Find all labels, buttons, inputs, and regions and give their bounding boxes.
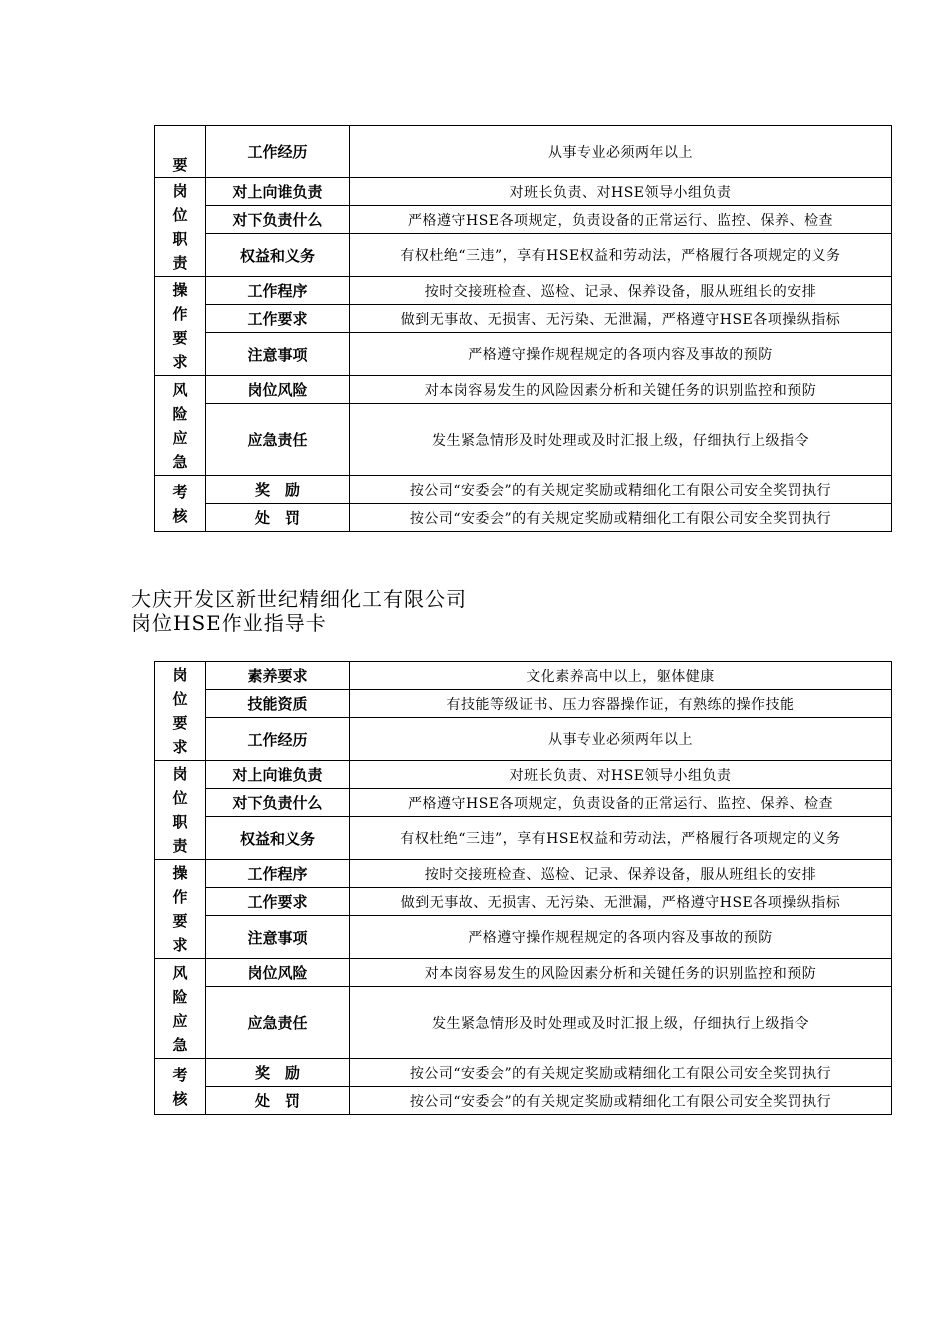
category-text: 岗位职责 — [172, 765, 188, 855]
table-row — [155, 404, 892, 476]
row-content: 严格遵守操作规程规定的各项内容及事故的预防 — [350, 333, 892, 376]
row-label: 对上向谁负责 — [206, 761, 350, 789]
category-text: 岗位职责 — [172, 182, 188, 272]
table-row — [155, 860, 892, 888]
table-row — [155, 888, 892, 916]
row-label: 岗位风险 — [206, 959, 350, 987]
table-row — [155, 761, 892, 789]
table-row — [155, 987, 892, 1059]
table-row — [155, 234, 892, 277]
table-row — [155, 1059, 892, 1087]
row-content: 有权杜绝“三违”，享有HSE权益和劳动法，严格履行各项规定的义务 — [350, 234, 892, 277]
category-text: 考核 — [172, 482, 188, 525]
table-row — [155, 126, 892, 178]
row-content: 文化素养高中以上，躯体健康 — [350, 662, 892, 690]
row-content: 对班长负责、对HSE领导小组负责 — [350, 761, 892, 789]
row-content: 严格遵守HSE各项规定，负责设备的正常运行、监控、保养、检查 — [350, 789, 892, 817]
row-label: 奖 励 — [206, 476, 350, 504]
category-cell: 要 — [155, 126, 206, 178]
row-content: 严格遵守HSE各项规定，负责设备的正常运行、监控、保养、检查 — [350, 206, 892, 234]
row-content: 对本岗容易发生的风险因素分析和关键任务的识别监控和预防 — [350, 376, 892, 404]
row-content: 有权杜绝“三违”，享有HSE权益和劳动法，严格履行各项规定的义务 — [350, 817, 892, 860]
category-cell — [155, 376, 206, 476]
category-text: 岗位要求 — [172, 666, 188, 756]
category-cell — [155, 959, 206, 1059]
table-row — [155, 476, 892, 504]
table-row — [155, 178, 892, 206]
row-content: 对本岗容易发生的风险因素分析和关键任务的识别监控和预防 — [350, 959, 892, 987]
row-content: 按公司“安委会”的有关规定奖励或精细化工有限公司安全奖罚执行 — [350, 504, 892, 532]
row-label: 素养要求 — [206, 662, 350, 690]
table-row — [155, 305, 892, 333]
row-content: 做到无事故、无损害、无污染、无泄漏，严格遵守HSE各项操纵指标 — [350, 888, 892, 916]
table-row — [155, 277, 892, 305]
row-label: 工作程序 — [206, 860, 350, 888]
table-row — [155, 333, 892, 376]
category-cell — [155, 277, 206, 376]
row-label: 注意事项 — [206, 916, 350, 959]
row-content: 按时交接班检查、巡检、记录、保养设备，服从班组长的安排 — [350, 277, 892, 305]
row-content: 按公司“安委会”的有关规定奖励或精细化工有限公司安全奖罚执行 — [350, 1059, 892, 1087]
row-label: 应急责任 — [206, 987, 350, 1059]
table-row — [155, 789, 892, 817]
row-label: 工作程序 — [206, 277, 350, 305]
category-text: 操作要求 — [172, 864, 188, 954]
table-row — [155, 376, 892, 404]
row-content: 按公司“安委会”的有关规定奖励或精细化工有限公司安全奖罚执行 — [350, 1087, 892, 1115]
row-content: 做到无事故、无损害、无污染、无泄漏，严格遵守HSE各项操纵指标 — [350, 305, 892, 333]
company-name: 大庆开发区新世纪精细化工有限公司 — [131, 587, 467, 611]
row-content: 对班长负责、对HSE领导小组负责 — [350, 178, 892, 206]
table-row — [155, 690, 892, 718]
category-cell — [155, 761, 206, 860]
category-cell — [155, 476, 206, 532]
row-label: 对下负责什么 — [206, 789, 350, 817]
row-label: 工作经历 — [206, 718, 350, 761]
row-content: 从事专业必须两年以上 — [350, 718, 892, 761]
table-row — [155, 817, 892, 860]
row-label: 技能资质 — [206, 690, 350, 718]
row-content: 发生紧急情形及时处理或及时汇报上级，仔细执行上级指令 — [350, 987, 892, 1059]
row-content: 从事专业必须两年以上 — [350, 126, 892, 178]
category-text: 考核 — [172, 1065, 188, 1108]
category-text: 操作要求 — [172, 281, 188, 371]
row-label: 奖 励 — [206, 1059, 350, 1087]
card-title: 岗位HSE作业指导卡 — [131, 611, 327, 635]
row-content: 按公司“安委会”的有关规定奖励或精细化工有限公司安全奖罚执行 — [350, 476, 892, 504]
bottom-hse-table — [154, 661, 892, 1115]
row-content: 发生紧急情形及时处理或及时汇报上级，仔细执行上级指令 — [350, 404, 892, 476]
row-label: 工作要求 — [206, 305, 350, 333]
row-content: 严格遵守操作规程规定的各项内容及事故的预防 — [350, 916, 892, 959]
category-cell — [155, 1059, 206, 1115]
table-row — [155, 206, 892, 234]
row-content: 有技能等级证书、压力容器操作证，有熟练的操作技能 — [350, 690, 892, 718]
category-text: 风险应急 — [172, 380, 188, 471]
table-row — [155, 916, 892, 959]
table-row — [155, 504, 892, 532]
category-text: 风险应急 — [172, 963, 188, 1054]
row-label: 处 罚 — [206, 1087, 350, 1115]
category-cell — [155, 178, 206, 277]
row-label: 权益和义务 — [206, 234, 350, 277]
row-label: 应急责任 — [206, 404, 350, 476]
table-row — [155, 662, 892, 690]
table-row — [155, 718, 892, 761]
row-label: 工作经历 — [206, 126, 350, 178]
top-hse-table — [154, 125, 892, 532]
row-label: 工作要求 — [206, 888, 350, 916]
category-cell — [155, 860, 206, 959]
row-label: 岗位风险 — [206, 376, 350, 404]
table-row — [155, 959, 892, 987]
row-content: 按时交接班检查、巡检、记录、保养设备，服从班组长的安排 — [350, 860, 892, 888]
row-label: 权益和义务 — [206, 817, 350, 860]
table-row — [155, 1087, 892, 1115]
row-label: 对上向谁负责 — [206, 178, 350, 206]
category-cell — [155, 662, 206, 761]
row-label: 处 罚 — [206, 504, 350, 532]
row-label: 注意事项 — [206, 333, 350, 376]
row-label: 对下负责什么 — [206, 206, 350, 234]
